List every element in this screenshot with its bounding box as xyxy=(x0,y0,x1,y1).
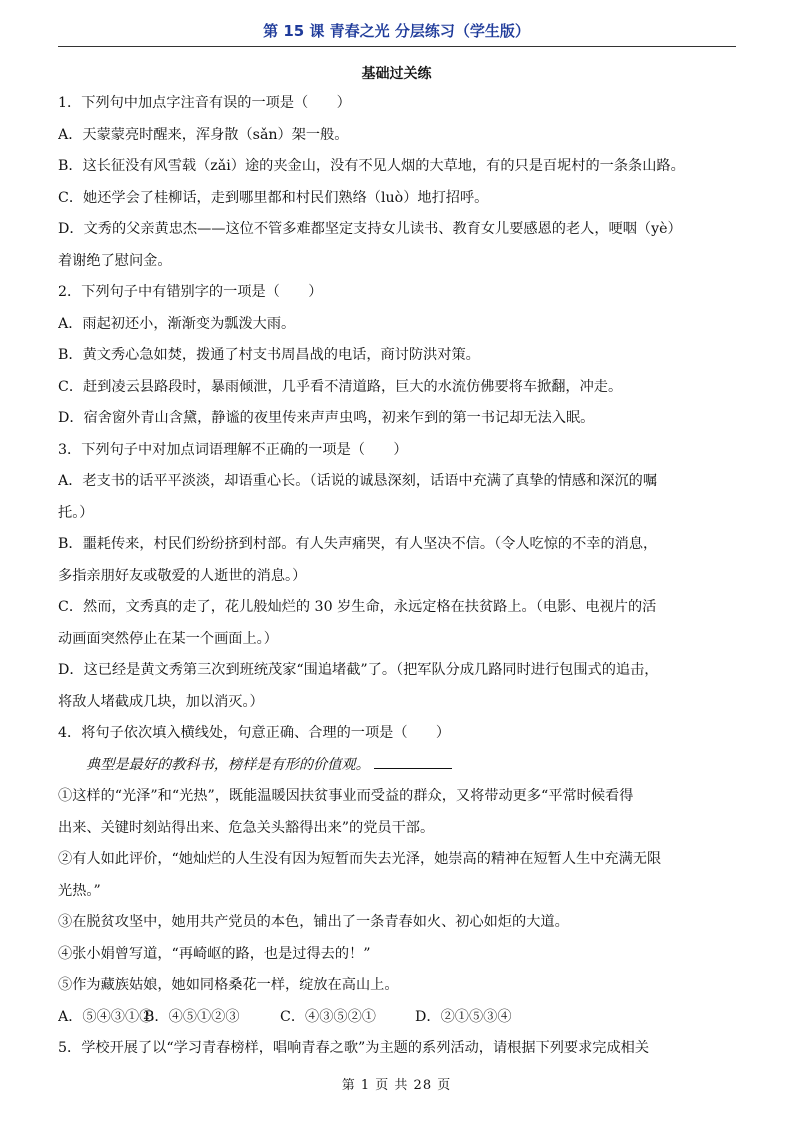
text-line: D．这已经是黄文秀第三次到班统茂家“围追堵截”了。（把军队分成几路同时进行包围式的追击， xyxy=(58,662,659,678)
choice-b: B．④⑤①②③ xyxy=(144,1008,240,1025)
q4-choices xyxy=(58,1002,738,1034)
section-title: 基础过关练 xyxy=(361,66,432,82)
text-line: 将敌人堵截成几块，加以消灭。） xyxy=(58,693,264,710)
choice-c: C．④③⑤②① xyxy=(280,1008,376,1025)
text-line: 多指亲朋好友或敬爱的人逝世的消息。） xyxy=(58,567,307,584)
text-line: C．然而，文秀真的走了，花儿般灿烂的 30 岁生命，永远定格在扶贫路上。（电影、电视片的活 xyxy=(58,599,657,615)
q4-prompt-text: 典型是最好的教科书，榜样是有形的价值观。 xyxy=(86,756,370,773)
question-content xyxy=(58,88,738,1065)
text-line: A．老支书的话平平淡淡，却语重心长。（话说的诚恳深刻，话语中充满了真挚的情感和深沉的嘱 xyxy=(58,473,658,489)
q4-prompt-line xyxy=(58,750,738,782)
q4-sentence-line: 光热。” xyxy=(58,882,101,899)
text-line: 1．下列句中加点字注音有误的一项是（ ） xyxy=(58,95,351,111)
text-line: B．噩耗传来，村民们纷纷挤到村部。有人失声痛哭，有人坚决不信。（令人吃惊的不幸的消息， xyxy=(58,536,658,552)
q4-sentence-line: ①这样的“光泽”和“光热”，既能温暖因扶贫事业而受益的群众，又将带动更多“平常时候看得 xyxy=(58,788,634,804)
text-line: B．黄文秀心急如焚，拨通了村支书周昌战的电话，商讨防洪对策。 xyxy=(58,347,480,363)
text-line: A．天蒙蒙亮时醒来，浑身散（sǎn）架一般。 xyxy=(58,126,349,143)
text-line: 托。） xyxy=(58,504,94,521)
text-line: 4．将句子依次填入横线处，句意正确、合理的一项是（ ） xyxy=(58,725,451,741)
q4-sentence-line: ③在脱贫攻坚中，她用共产党员的本色，铺出了一条青春如火、初心如炬的大道。 xyxy=(58,914,569,930)
text-line: 5．学校开展了以“学习青春榜样，唱响青春之歌”为主题的系列活动，请根据下列要求完成相关 xyxy=(58,1040,650,1056)
text-line: A．雨起初还小，渐渐变为瓢泼大雨。 xyxy=(58,315,296,332)
page-header-title: 第 15 课 青春之光 分层练习（学生版） xyxy=(263,22,530,40)
q4-sentence-line: ⑤作为藏族姑娘，她如同格桑花一样，绽放在高山上。 xyxy=(58,977,399,993)
page-number: 第 1 页 共 28 页 xyxy=(341,1078,452,1093)
fill-in-blank xyxy=(374,756,452,769)
text-line: D．文秀的父亲黄忠杰——这位不管多难都坚定支持女儿读书、教育女儿要感恩的老人，哽咽（yè） xyxy=(58,221,682,237)
text-line: 2．下列句子中有错别字的一项是（ ） xyxy=(58,284,323,300)
text-line: C．她还学会了桂柳话，走到哪里都和村民们熟络（luò）地打招呼。 xyxy=(58,189,489,206)
q4-sentence-line: ②有人如此评价，“她灿烂的人生没有因为短暂而失去光泽，她崇高的精神在短暂人生中充满无限 xyxy=(58,851,662,867)
text-line: 3．下列句子中对加点词语理解不正确的一项是（ ） xyxy=(58,441,408,458)
text-line: C．赶到凌云县路段时，暴雨倾泄，几乎看不清道路，巨大的水流仿佛要将车掀翻，冲走。 xyxy=(58,378,623,395)
text-line: 动画面突然停止在某一个画面上。） xyxy=(58,630,278,647)
text-line: D．宿舍窗外青山含黛，静谧的夜里传来声声虫鸣，初来乍到的第一书记却无法入眠。 xyxy=(58,410,595,426)
q4-sentence-line: 出来、关键时刻站得出来、危急关头豁得出来”的党员干部。 xyxy=(58,819,435,836)
q4-sentence-line: ④张小娟曾写道，“再崎岖的路，也是过得去的！” xyxy=(58,945,371,962)
text-line: B．这长征没有风雪载（zǎi）途的夹金山，没有不见人烟的大草地，有的只是百坭村的一条条山路。 xyxy=(58,158,685,174)
choice-a: A．⑤④③①② xyxy=(58,1008,154,1025)
text-line: 着谢绝了慰问金。 xyxy=(58,252,172,269)
header-divider xyxy=(58,46,736,47)
choice-d: D．②①⑤③④ xyxy=(415,1008,512,1025)
